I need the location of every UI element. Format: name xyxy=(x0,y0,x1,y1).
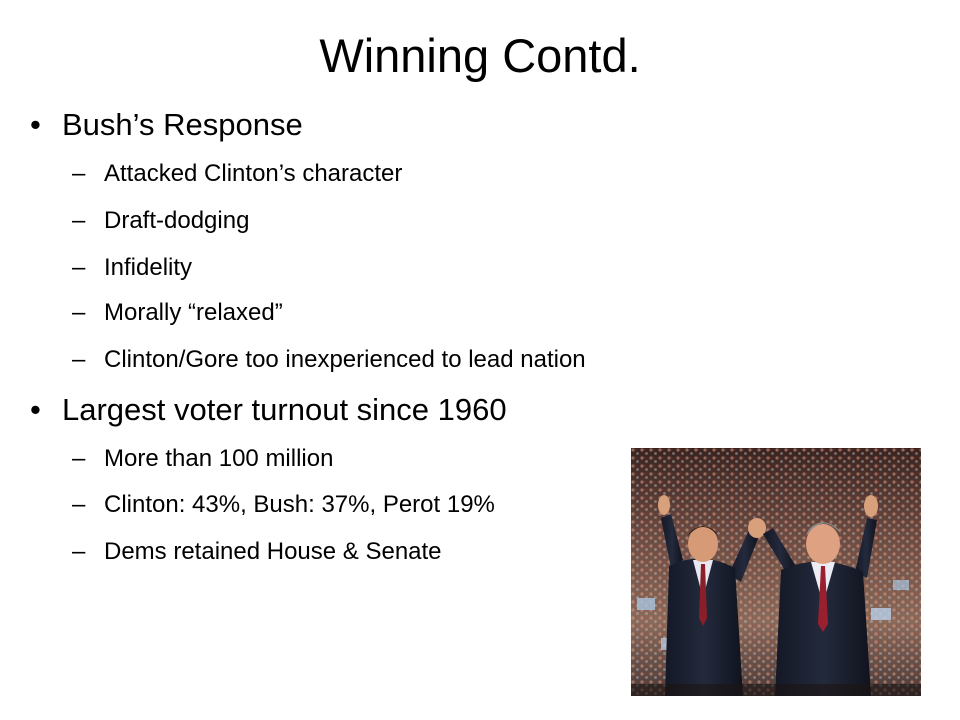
dash-icon: – xyxy=(72,160,86,187)
sub-bullet-text: Clinton: 43%, Bush: 37%, Perot 19% xyxy=(104,491,495,518)
dash-icon: – xyxy=(72,491,86,518)
clinton-gore-photo xyxy=(631,448,921,696)
photo-illustration xyxy=(631,448,921,696)
bullet-dot-icon: • xyxy=(30,392,41,427)
sub-bullet xyxy=(72,159,402,189)
bullet-heading-bushs-response xyxy=(30,105,303,145)
slide-title: Winning Contd. xyxy=(319,29,641,82)
sub-bullet xyxy=(72,345,586,375)
dash-icon: – xyxy=(72,254,86,281)
sub-bullet-text: Morally “relaxed” xyxy=(104,299,283,326)
dash-icon: – xyxy=(72,207,86,234)
bullet-text: Largest voter turnout since 1960 xyxy=(62,392,507,427)
dash-icon: – xyxy=(72,445,86,472)
sub-bullet-text: Infidelity xyxy=(104,254,193,281)
sub-bullet-text: Attacked Clinton’s character xyxy=(104,160,403,187)
sub-bullet xyxy=(72,444,333,474)
sub-bullet xyxy=(72,253,192,283)
sub-bullet xyxy=(72,490,495,520)
sub-bullet-text: Clinton/Gore too inexperienced to lead nation xyxy=(104,346,586,373)
dash-icon: – xyxy=(72,538,86,565)
sub-bullet xyxy=(72,206,249,236)
dash-icon: – xyxy=(72,299,86,326)
dash-icon: – xyxy=(72,346,86,373)
sub-bullet xyxy=(72,298,283,328)
sub-bullet-text: Draft-dodging xyxy=(104,207,250,234)
bullet-dot-icon: • xyxy=(30,107,41,142)
sub-bullet-text: Dems retained House & Senate xyxy=(104,538,442,565)
sub-bullet xyxy=(72,537,442,567)
bullet-text: Bush’s Response xyxy=(62,107,303,142)
sub-bullet-text: More than 100 million xyxy=(104,445,334,472)
bullet-heading-voter-turnout xyxy=(30,390,507,430)
